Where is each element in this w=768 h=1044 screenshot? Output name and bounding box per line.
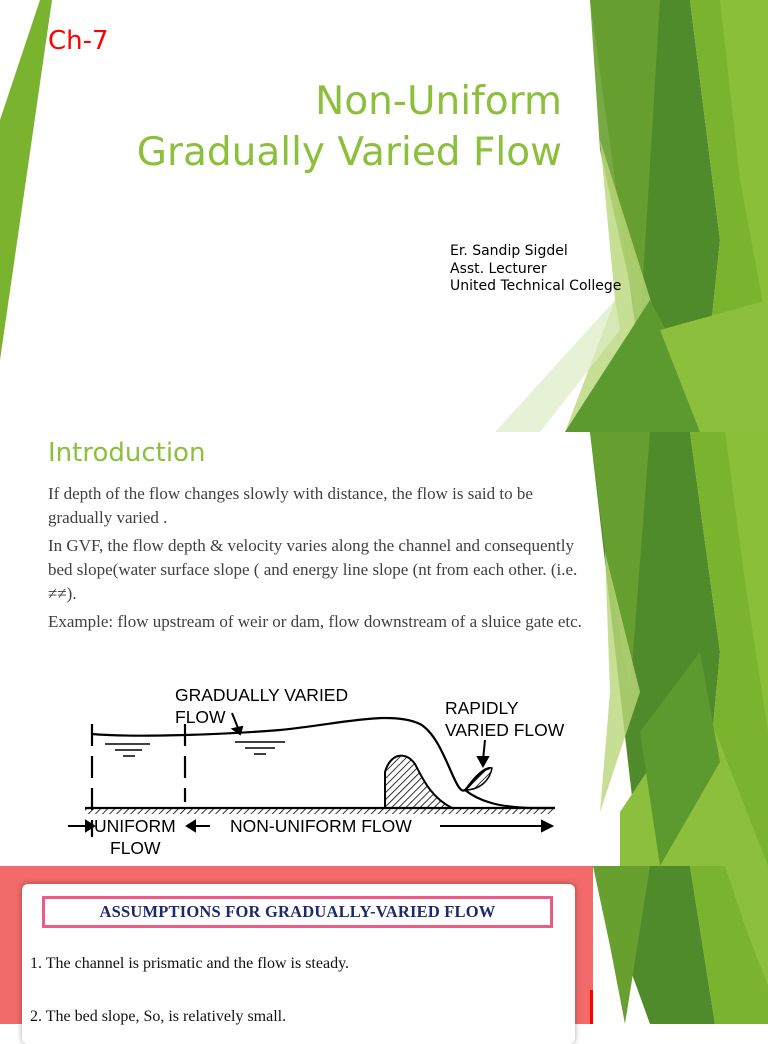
paragraph-example: Example: flow upstream of weir or dam, flow downstream of a sluice gate etc. [48,612,582,631]
title-line-1: Non-Uniform [315,79,562,124]
weir-shape [385,756,452,808]
label-rvf-line2: VARIED FLOW [445,720,565,740]
intro-body [48,482,588,638]
paragraph-definition: If depth of the flow changes slowly with distance, the flow is said to be gradually varied . [48,484,533,527]
chapter-label: Ch-7 [48,26,109,56]
label-rvf-line1: RAPIDLY [445,698,519,718]
gvf-diagram [60,672,590,862]
bed-hatching [85,808,555,814]
label-uniform-line1: UNIFORM [94,816,176,836]
water-level-marks [105,742,285,756]
assumption-item-2: 2. The bed slope, So, is relatively small. [30,1008,287,1025]
label-gvf-line1: GRADUALLY VARIED [175,685,349,705]
author-name: Er. Sandip Sigdel [450,243,568,259]
section-heading: Introduction [48,438,206,468]
slide-title [137,76,562,178]
author-role: Asst. Lecturer [450,260,547,277]
paragraph-gvf: In GVF, the flow depth & velocity varies along the channel and consequently bed slope(water surface slope ( and energy line slope (nt from each other. (i.e. ≠≠). [48,536,578,603]
red-marker [590,990,593,1024]
title-slide [0,0,768,432]
assumption-item-1: 1. The channel is prismatic and the flow is steady. [30,955,350,972]
label-gvf-line2: FLOW [175,707,226,727]
author-block [450,243,621,296]
assumptions-banner: ASSUMPTIONS FOR GRADUALLY-VARIED FLOW [42,896,553,928]
green-facet-decoration [0,0,768,432]
label-nonuniform: NON-UNIFORM FLOW [230,816,412,836]
author-org: United Technical College [450,278,622,294]
label-uniform-line2: FLOW [110,838,161,858]
title-line-2: Gradually Varied Flow [136,130,562,175]
jump-shape [465,768,492,790]
